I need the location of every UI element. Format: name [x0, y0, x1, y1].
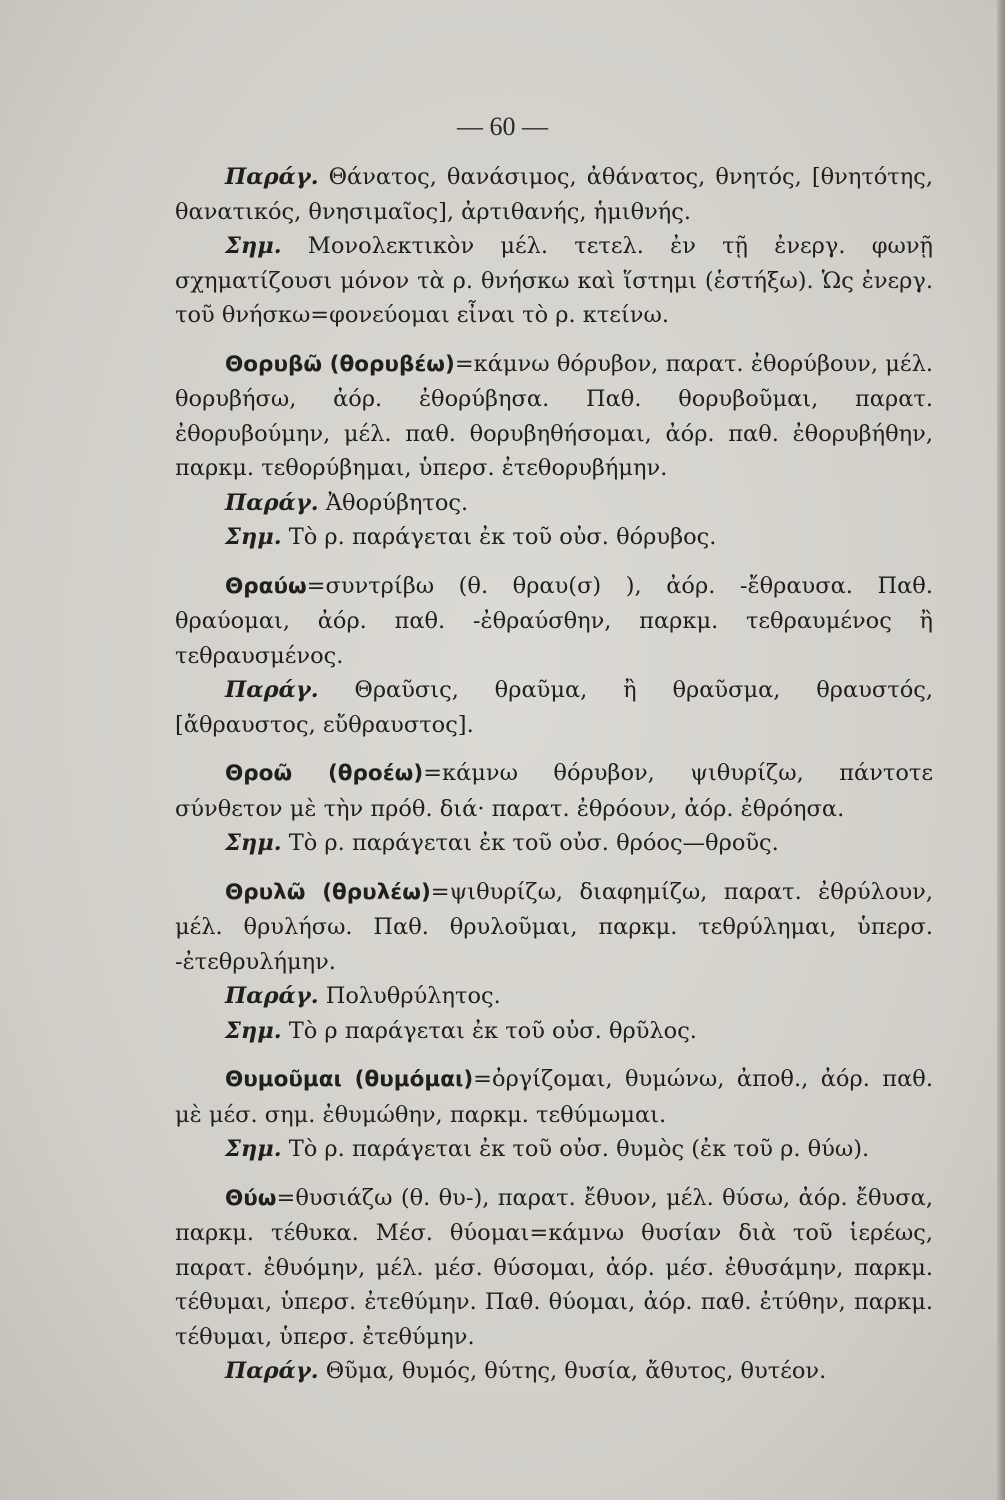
label: Παράγ.: [225, 164, 319, 190]
entry-throo: [175, 756, 933, 861]
note-line: [175, 826, 933, 861]
entry-thrauo: [175, 569, 933, 743]
definition: =ὀργίζομαι, θυμώνω, ἀποθ., ἀόρ. παθ. μὲ μέσ. σημ. ἐθυμώθην, παρκμ. τεθύμωμαι.: [175, 1066, 933, 1128]
note-line: [175, 1014, 933, 1049]
derivatives-line: [175, 1354, 933, 1389]
line-text: Τὸ ρ παράγεται ἐκ τοῦ οὐσ. θρῦλος.: [281, 1017, 697, 1044]
line-text: Τὸ ρ. παράγεται ἐκ τοῦ οὐσ. θυμὸς (ἐκ τοῦ ρ. θύω).: [281, 1136, 870, 1162]
label: Σημ.: [225, 233, 282, 259]
headword: Θυμοῦμαι (θυμόμαι): [225, 1067, 474, 1092]
label: Σημ.: [225, 1017, 282, 1044]
line-text: Τὸ ρ. παράγεται ἐκ τοῦ οὐσ. θόρυβος.: [281, 524, 717, 550]
entry-thyo: [175, 1181, 933, 1389]
headword: Θορυβῶ (θορυβέω): [225, 351, 455, 377]
entry-body: [175, 569, 933, 674]
entry-thorybo: [175, 347, 933, 555]
line-text: Τὸ ρ. παράγεται ἐκ τοῦ οὐσ. θρόος—θροῦς.: [281, 830, 779, 856]
line-text: Θῦμα, θυμός, θύτης, θυσία, ἄθυτος, θυτέον.: [318, 1358, 827, 1384]
label: Παράγ.: [225, 1358, 319, 1384]
entry-body: [175, 1062, 933, 1132]
label: Σημ.: [225, 1136, 282, 1162]
page-text: [175, 160, 933, 1403]
definition: =ψιθυρίζω, διαφημίζω, παρατ. ἐθρύλουν, μέλ. θρυλήσω. Παθ. θρυλοῦμαι, παρκμ. τεθρύλημαι, ὑπερσ. -ἐτεθρυλήμην.: [175, 878, 933, 975]
headword: Θροῶ (θροέω): [225, 761, 424, 786]
entry-thanatos: [175, 160, 933, 333]
definition: =θυσιάζω (θ. θυ-), παρατ. ἔθυον, μέλ. θύσω, ἀόρ. ἔθυσα, παρκμ. τέθυκα. Μέσ. θύομαι=κάμνω θυσίαν διὰ τοῦ ἱερέως, παρατ. ἐθυόμην, μέλ. μέσ. θύσομαι, ἀόρ. μέσ. ἐθυσάμην, παρκμ. τέθυμαι, ὑπερσ. ἐτεθύμην. Παθ. θύομαι, ἀόρ. παθ. ἐτύθην, παρκμ. τέθυμαι, ὑπερσ. ἐτεθύμην.: [175, 1184, 933, 1350]
definition: =κάμνω θόρυβον, παρατ. ἐθορύβουν, μέλ. θορυβήσω, ἀόρ. ἐθορύβησα. Παθ. θορυβοῦμαι, παρατ. ἐθορυβούμην, μέλ. παθ. θορυβηθήσομαι, ἀόρ. παθ. ἐθορυβήθην, παρκμ. τεθορύβημαι, ὑπερσ. ἐτεθορυβήμην.: [175, 350, 934, 481]
derivatives-line: [175, 160, 933, 229]
entry-body: [175, 875, 933, 980]
line-text: Θάνατος, θανάσιμος, ἀθάνατος, θνητός, [θνητότης, θανατικός, θνησιμαῖος], ἀρτιθανής, ἡμιθνής.: [175, 164, 933, 225]
entry-thrylo: [175, 875, 933, 1049]
page-number: — 60 —: [457, 112, 548, 141]
note-line: [175, 229, 933, 333]
derivatives-line: [175, 673, 933, 742]
entry-body: [175, 1181, 933, 1355]
derivatives-line: [175, 486, 933, 521]
label: Παράγ.: [225, 489, 319, 516]
derivatives-line: [175, 979, 933, 1014]
entry-body: [175, 756, 933, 826]
label: Σημ.: [225, 830, 282, 856]
note-line: [175, 520, 933, 555]
line-text: Μονολεκτικὸν μέλ. τετελ. ἐν τῇ ἐνεργ. φωνῇ σχηματίζουσι μόνον τὰ ρ. θνήσκω καὶ ἵστημι (ἑστήξω). Ὡς ἐνεργ. τοῦ θνήσκω=φονεύομαι εἶναι τὸ ρ. κτείνω.: [175, 233, 933, 328]
label: Παράγ.: [225, 677, 319, 703]
definition: =συντρίβω (θ. θραυ(σ) ), ἀόρ. -ἔθραυσα. Παθ. θραύομαι, ἀόρ. παθ. -ἐθραύσθην, παρκμ. τεθραυμένος ἢ τεθραυσμένος.: [175, 572, 933, 669]
entry-thymoumai: [175, 1062, 933, 1167]
label: Παράγ.: [225, 983, 319, 1009]
headword: Θύω: [225, 1185, 277, 1211]
line-text: Ἀθορύβητος.: [318, 489, 469, 516]
definition: =κάμνω θόρυβον, ψιθυρίζω, πάντοτε σύνθετον μὲ τὴν πρόθ. διά· παρατ. ἐθρόουν, ἀόρ. ἐθρόησα.: [175, 760, 933, 822]
entry-body: [175, 347, 933, 486]
page-edge: [997, 0, 1005, 1500]
headword: Θρυλῶ (θρυλέω): [225, 879, 431, 905]
line-text: Θραῦσις, θραῦμα, ἢ θραῦσμα, θραυστός, [ἄθραυστος, εὔθραυστος].: [175, 677, 933, 738]
headword: Θραύω: [225, 573, 307, 599]
note-line: [175, 1132, 933, 1167]
line-text: Πολυθρύλητος.: [318, 983, 501, 1009]
label: Σημ.: [225, 524, 282, 550]
